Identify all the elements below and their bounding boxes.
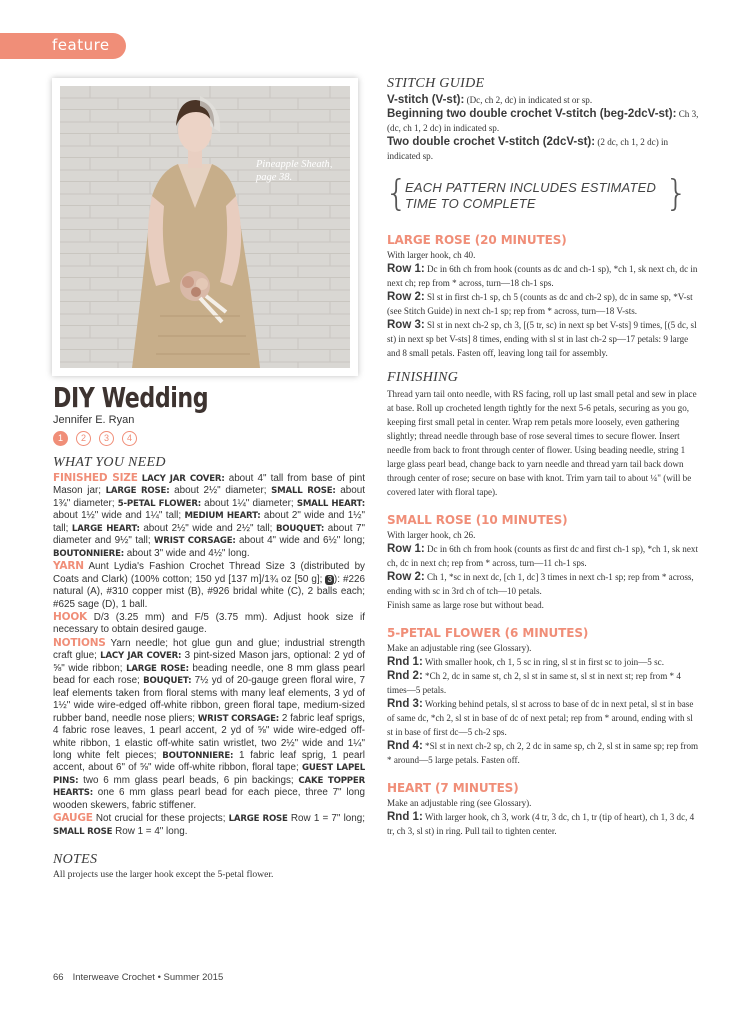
item-text: about 1½" wide and 1¼" tall; <box>53 510 185 522</box>
yarn-paragraph <box>53 560 365 611</box>
finished-size-label: FINISHED SIZE <box>53 472 138 484</box>
item-text: beading needle, one 8 mm glass pearl bead for each rose; <box>53 662 365 687</box>
row-label: Row 1: <box>387 263 425 275</box>
stitch-guide-item <box>387 107 699 135</box>
left-column <box>53 382 365 881</box>
hook-text: D/3 (3.25 mm) and F/5 (3.75 mm). Adjust hook size if necessary to obtain desired gauge. <box>53 611 365 636</box>
item-key: WRIST CORSAGE: <box>154 536 236 547</box>
small-rose-heading: SMALL ROSE (10 MINUTES) <box>387 513 568 527</box>
item-text: one 6 mm glass pearl bead for each piece, three 7" long wooden skewers, fabric stiffener. <box>53 787 365 811</box>
hook-paragraph <box>53 611 365 637</box>
publication-name: Interweave Crochet • Summer 2015 <box>72 972 224 983</box>
item-text: about 7" diameter and 9½" tall; <box>53 522 365 547</box>
item-key: LACY JAR COVER: <box>100 651 182 662</box>
pattern-row <box>387 570 699 598</box>
stitch-name: Beginning two double crochet V-stitch (beg-2dcV-st): <box>387 108 677 120</box>
callout-right-brace: } <box>665 173 688 214</box>
item-text: about 4" tall from base of pint Mason jar; <box>53 473 365 497</box>
photo-frame <box>52 78 358 376</box>
finishing-text: Thread yarn tail onto needle, with RS facing, roll up last small petal and sew in place at base. Roll up crocheted length tightly for the next 5-6 petals, securing as you go, keeping first small petal in center. Wrap rem petals more loosely, even gathering slightly; thread needle through base of rose several times to secure flower. Insert needle from back to front through center of flower. Using beading needle, string 1 large glass pearl bead, change back to yarn needle and thread yarn tail back down through center of rose; secure on base with knot. Trim yarn tail to about ¼" (will be covered later with floral tape). <box>387 389 697 497</box>
author: Jennifer E. Ryan <box>53 414 135 426</box>
stitch-guide-list <box>387 93 699 163</box>
row-instructions: Ch 1, *sc in next dc, [ch 1, dc] 3 times in next ch-1 sp; rep from * across, ending with sc in 3rd ch of tch—10 petals. <box>387 572 694 596</box>
row-instructions: With larger hook, ch 3, work (4 tr, 3 dc, ch 1, tr (tip of heart), ch 1, 3 dc, 4 tr, ch 3, sl st) in ring. Pull tail to tighten center. <box>387 812 695 836</box>
item-key: SMALL ROSE <box>53 826 113 837</box>
five-petal-rows <box>387 655 699 767</box>
stitch-name: V-stitch (V-st): <box>387 94 465 106</box>
finished-size-paragraph <box>53 472 365 560</box>
item-text: two 6 mm glass pearl beads, 6 pin backings; <box>78 774 299 786</box>
item-key: SMALL ROSE: <box>271 486 336 497</box>
row-label: Row 2: <box>387 571 425 583</box>
model-illustration <box>60 86 350 368</box>
item-text: about 1¼" diameter; <box>200 497 297 509</box>
five-petal-heading: 5-PETAL FLOWER (6 MINUTES) <box>387 626 589 640</box>
yarn-label: YARN <box>53 560 84 573</box>
yarn-text-a: Aunt Lydia's Fashion Crochet Thread Size 3 (distributed by Coats and Clark) (100% cotton; 150 yd [137 m]/1¾ oz [50 g]; <box>53 561 365 585</box>
pattern-row <box>387 542 699 570</box>
finishing-heading: FINISHING <box>387 370 459 385</box>
right-column <box>387 76 699 838</box>
heart-rows <box>387 810 699 838</box>
item-key: MEDIUM HEART: <box>184 511 261 522</box>
row-label: Row 1: <box>387 543 425 555</box>
heart-intro: Make an adjustable ring (see Glossary). <box>387 798 532 808</box>
item-key: BOUQUET: <box>143 676 192 687</box>
small-rose-intro: With larger hook, ch 26. <box>387 530 476 540</box>
gauge-label: GAUGE <box>53 812 93 825</box>
model-photo <box>60 86 350 368</box>
item-key: WRIST CORSAGE: <box>197 713 279 724</box>
row-instructions: *Ch 2, dc in same st, ch 2, sl st in same st, sl st in next st; rep from * 4 times—5 petals. <box>387 671 681 695</box>
notions-paragraph <box>53 637 365 812</box>
item-text: about 4" wide and 6½" long; <box>235 535 365 547</box>
item-text: about 2½" diameter; <box>169 485 272 497</box>
large-rose-heading: LARGE ROSE (20 MINUTES) <box>387 233 567 247</box>
pattern-row <box>387 669 699 697</box>
section-tab <box>0 33 126 59</box>
hook-label: HOOK <box>53 610 87 623</box>
skill-level-4: 4 <box>122 431 137 446</box>
item-key: LARGE HEART: <box>71 523 140 534</box>
gauge-paragraph <box>53 812 365 838</box>
item-text: 2 fabric leaf sprigs, 4 fabric rose leaves, 1 pearl accent, 2 yd of ⅝" wide wire-edged off-white ribbon, 1 elastic off-white satin wristlet, two 2½" wide and 1¼" long white felt pieces; <box>53 712 366 761</box>
pattern-row <box>387 810 699 838</box>
stitch-guide-heading: STITCH GUIDE <box>387 76 485 91</box>
item-key: LARGE ROSE: <box>105 486 170 497</box>
pattern-row <box>387 739 699 767</box>
pattern-row <box>387 318 699 360</box>
page-footer <box>53 972 223 983</box>
pattern-row <box>387 697 699 739</box>
five-petal-intro: Make an adjustable ring (see Glossary). <box>387 643 532 653</box>
large-rose-intro: With larger hook, ch 40. <box>387 250 476 260</box>
row-label: Rnd 3: <box>387 698 423 710</box>
row-instructions: With smaller hook, ch 1, 5 sc in ring, sl st in first sc to join—5 sc. <box>422 657 664 667</box>
what-you-need-heading: WHAT YOU NEED <box>53 455 166 470</box>
item-key: LARGE ROSE: <box>126 663 189 674</box>
row-label: Rnd 2: <box>387 670 423 682</box>
yarn-weight-badge: 3 <box>327 574 332 584</box>
row-instructions: Dc in 6th ch from hook (counts as dc and ch-1 sp), *ch 1, sk next ch, dc in next ch; rep from * across, turn—18 ch-1 sps. <box>387 264 698 288</box>
stitch-definition: Ch 3, (dc, ch 1, 2 dc) in indicated sp. <box>387 109 699 133</box>
row-label: Rnd 1: <box>387 656 423 668</box>
pattern-row <box>387 290 699 318</box>
row-instructions: Sl st in next ch-2 sp, ch 3, [(5 tr, sc) in next sp bet V-sts] 9 times, [(5 dc, sl st) in next sp bet V-sts] 8 times, ending with sl st in last ch-2 sp—17 petals: 9 large and 8 small petals. Fasten off, leaving long tail for assembly. <box>387 320 697 358</box>
item-text: Yarn needle; hot glue gun and glue; industrial strength craft glue; <box>53 637 365 662</box>
row-instructions: Working behind petals, sl st across to base of dc in next petal, sl st in base of same dc, *ch 2, sl st in base of dc of next petal; rep from * around, ending with sl st in base of first dc—5 ch-2 sps. <box>387 699 694 737</box>
small-rose-outro: Finish same as large rose but without bead. <box>387 600 544 610</box>
item-key: CAKE TOPPER HEARTS: <box>53 775 365 799</box>
row-label: Row 3: <box>387 319 425 331</box>
skill-level-1: 1 <box>53 431 68 446</box>
large-rose-rows <box>387 262 699 360</box>
pattern-row <box>387 262 699 290</box>
stitch-name: Two double crochet V-stitch (2dcV-st): <box>387 136 596 148</box>
page-title: DIY Wedding <box>53 381 209 414</box>
notes-text: All projects use the larger hook except the 5-petal flower. <box>53 869 274 881</box>
skill-level-2: 2 <box>76 431 91 446</box>
item-text: about 2" wide and 1½" tall; <box>53 510 366 534</box>
callout-left-brace: { <box>385 173 408 214</box>
notions-label: NOTIONS <box>53 636 106 649</box>
item-text: Row 1 = 7" long; <box>287 813 365 825</box>
item-key: BOUTONNIERE: <box>162 750 234 761</box>
yarn-text-b: ): #226 natural (A), #310 copper mist (B), #926 bridal white (C), 2 balls each; #625 sage (D), 1 ball. <box>53 573 366 610</box>
item-key: 5-PETAL FLOWER: <box>117 498 201 509</box>
item-text: Row 1 = 4" long. <box>112 825 188 837</box>
row-label: Rnd 4: <box>387 740 423 752</box>
small-rose-rows <box>387 542 699 598</box>
item-key: BOUQUET: <box>275 523 325 534</box>
item-key: LACY JAR COVER: <box>141 474 225 484</box>
item-text: about 3" wide and 4½" long. <box>123 547 250 559</box>
page-number: 66 <box>53 972 64 983</box>
time-callout <box>385 173 699 219</box>
heart-heading: HEART (7 MINUTES) <box>387 781 519 795</box>
skill-levels <box>53 431 365 449</box>
photo-caption: Pineapple Sheath, page 38. <box>256 159 333 183</box>
row-label: Row 2: <box>387 291 425 303</box>
row-label: Rnd 1: <box>387 811 423 823</box>
callout-text: EACH PATTERN INCLUDES ESTIMATED TIME TO COMPLETE <box>405 180 657 211</box>
item-text: 7½ yd of 20-gauge green floral wire, 7 leaf elements taken from floral stems with many leaf elements, 3 yd of 1½" wide wire-edged off-white ribbon, green floral tape, medium-sized rubber band, needle nose pliers; <box>53 675 365 724</box>
item-text: 1 fabric leaf sprig, 1 pearl accent, about 6" of ⅝" wide off-white ribbon, floral tape; <box>53 749 365 774</box>
stitch-definition: (2 dc, ch 1, 2 dc) in indicated sp. <box>387 137 669 161</box>
section-tab-label: feature <box>52 36 110 54</box>
item-text: Not crucial for these projects; <box>95 813 229 825</box>
stitch-guide-item <box>387 135 699 163</box>
row-instructions: Dc in 6th ch from hook (counts as first dc and first ch-1 sp), *ch 1, sk next ch, dc in next ch; rep from * across, turn—11 ch-1 sps. <box>387 544 698 568</box>
notes-heading: NOTES <box>53 852 98 868</box>
item-key: SMALL HEART: <box>296 498 365 509</box>
skill-level-3: 3 <box>99 431 114 446</box>
item-text: about 2½" wide and 2½" tall; <box>139 522 276 534</box>
item-key: BOUTONNIERE: <box>53 548 124 559</box>
item-text: 3 pint-sized Mason jars, optional: 2 yd of ⅝" wide ribbon; <box>53 650 365 674</box>
item-text: about 1¾" diameter; <box>53 485 365 509</box>
item-key: LARGE ROSE <box>228 814 288 825</box>
row-instructions: *Sl st in next ch-2 sp, ch 2, 2 dc in same sp, ch 2, sl st in same sp; rep from * around—5 large petals. Fasten off. <box>387 741 699 765</box>
row-instructions: Sl st in first ch-1 sp, ch 5 (counts as dc and ch-2 sp), dc in same sp, *V-st (see Stitch Guide) in next ch-1 sp; rep from * across, turn—18 V-sts. <box>387 292 693 316</box>
stitch-guide-item <box>387 93 699 107</box>
stitch-definition: (Dc, ch 2, dc) in indicated st or sp. <box>464 95 593 105</box>
item-key: GUEST LAPEL PINS: <box>53 763 365 786</box>
pattern-row <box>387 655 699 669</box>
